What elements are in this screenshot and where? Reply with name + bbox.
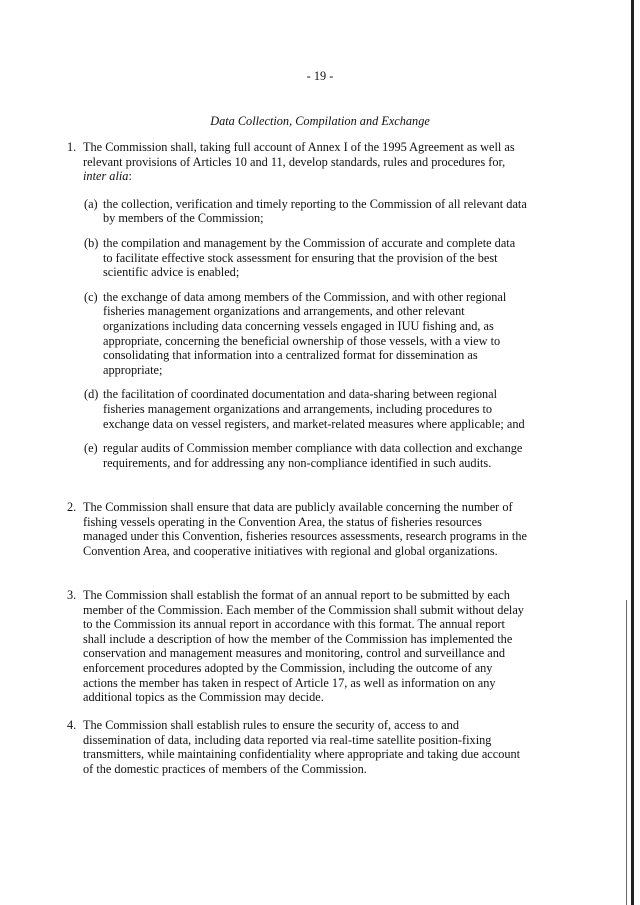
list-item-c bbox=[84, 290, 527, 378]
list-item-label: (d) bbox=[84, 387, 99, 402]
paragraph-4 bbox=[67, 718, 527, 776]
paragraph-text: The Commission shall ensure that data are publicly available concerning the number of fishing vessels operating in the Convention Area, the status of fisheries resources managed under this Convention, fisheries resources assessments, research programs in the Convention Area, and cooperative initiatives with regional and global organizations. bbox=[83, 500, 527, 558]
list-item-text: the exchange of data among members of the Commission, and with other regional fisheries management organizations and arrangements, and other relevant organizations including data concerning vessels engaged in IUU fishing and, as appropriate, concerning the beneficial ownership of those vessels, with a view to consolidating that information into a centralized format for dissemination as appropriate; bbox=[103, 289, 507, 377]
list-item-text: the facilitation of coordinated documentation and data-sharing between regional fisheries management organizations and arrangements, including procedures to exchange data on vessel registers, and market-related measures where applicable; and bbox=[103, 387, 525, 431]
list-item-d bbox=[84, 387, 527, 431]
section-heading: Data Collection, Compilation and Exchange bbox=[210, 114, 430, 128]
page-edge-line-thin bbox=[626, 600, 627, 905]
list-item-label: (e) bbox=[84, 441, 98, 456]
page-number: - 19 - bbox=[306, 69, 334, 83]
paragraph-text: The Commission shall establish the format of an annual report to be submitted by each member of the Commission. Each member of the Commission shall submit without delay to the Commission its annual report in accordance with this format. The annual report shall include a description of how the member of the Commission has implemented the conservation and management measures and monitoring, control and surveillance and enforcement procedures adopted by the Commission, including the outcome of any actions the member has taken in respect of Article 17, as well as information on any additional topics as the Commission may decide. bbox=[83, 588, 524, 705]
list-item-label: (a) bbox=[84, 196, 98, 211]
list-item-text: the compilation and management by the Commission of accurate and complete data to facilitate effective stock assessment for ensuring that the provision of the best scientific advice is enabled; bbox=[103, 235, 516, 280]
paragraph-number: 2. bbox=[67, 500, 77, 514]
list-item-label: (c) bbox=[84, 289, 98, 304]
list-item-label: (b) bbox=[84, 235, 99, 250]
page-edge-line bbox=[631, 0, 634, 905]
paragraph-2 bbox=[67, 500, 527, 558]
paragraph-text: The Commission shall establish rules to ensure the security of, access to and dissemination of data, including data reported via real-time satellite position-fixing transmitters, while maintaining confidentiality where appropriate and taking due account of the domestic practices of members of the Commission. bbox=[83, 718, 521, 776]
paragraph-number: 4. bbox=[67, 718, 77, 732]
paragraph-1 bbox=[67, 140, 527, 470]
paragraph-number: 1. bbox=[67, 140, 77, 154]
paragraph-text bbox=[83, 140, 527, 184]
list-item-e bbox=[84, 441, 527, 470]
paragraph-text-part: The Commission shall, taking full account of Annex I of the 1995 Agreement as well as relevant provisions of Articles 10 and 11, develop standards, rules and procedures for, bbox=[83, 140, 515, 169]
list-item-text: the collection, verification and timely reporting to the Commission of all relevant data by members of the Commission; bbox=[103, 196, 527, 226]
list-item-a bbox=[84, 197, 527, 226]
list-item-text: regular audits of Commission member compliance with data collection and exchange requirements, and for addressing any non-compliance identified in such audits. bbox=[103, 441, 523, 470]
list-item-b bbox=[84, 236, 527, 280]
paragraph-text-italic: inter alia bbox=[83, 169, 129, 184]
paragraph-number: 3. bbox=[67, 588, 77, 602]
paragraph-3 bbox=[67, 588, 527, 705]
paragraph-text-part: : bbox=[128, 169, 132, 184]
